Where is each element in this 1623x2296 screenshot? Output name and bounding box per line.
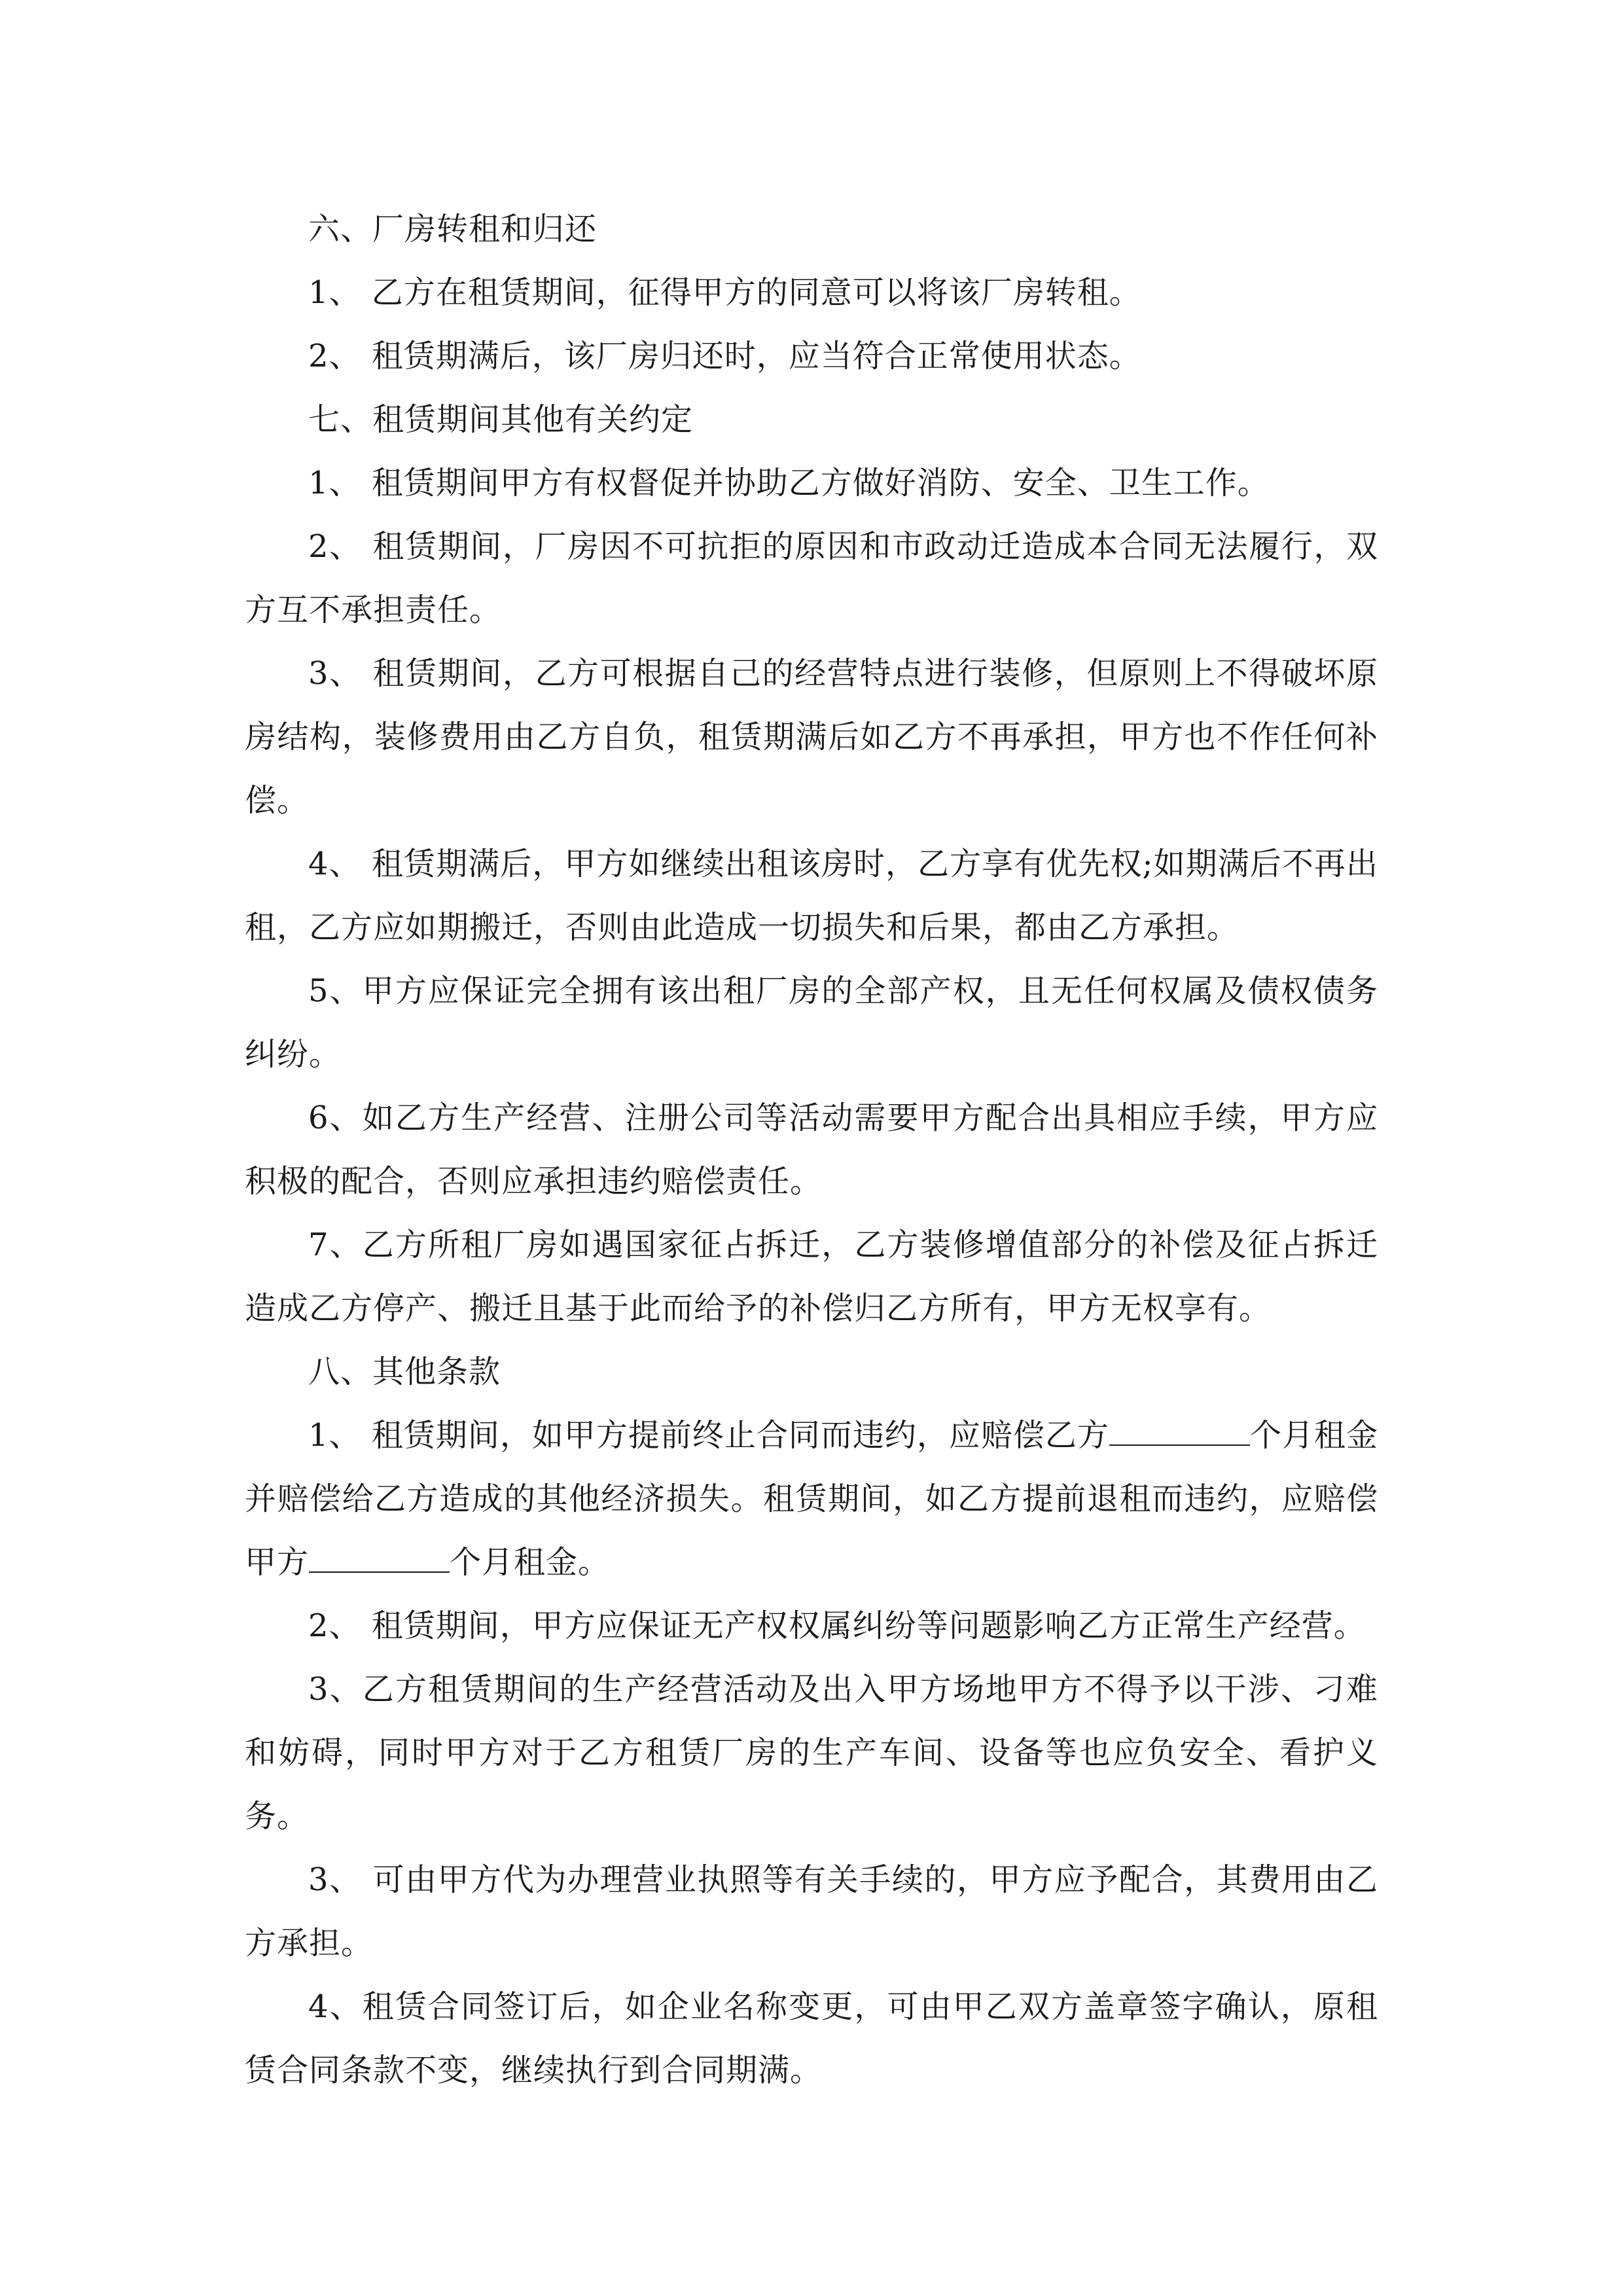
section-7-clause-7: 7、乙方所租厂房如遇国家征占拆迁，乙方装修增值部分的补偿及征占拆迁造成乙方停产、搬迁且基于此而给予的补偿归乙方所有，甲方无权享有。 [245,1227,1378,1327]
clause-text: 个月租金。 [450,1544,611,1581]
section-7-clause-6: 6、如乙方生产经营、注册公司等活动需要甲方配合出具相应手续，甲方应积极的配合，否则应承担违约赔偿责任。 [245,1100,1378,1200]
section-8-clause-1 [245,1404,1378,1594]
section-8-clause-3b: 3、 可由甲方代为办理营业执照等有关手续的，甲方应予配合，其费用由乙方承担。 [245,1861,1378,1962]
section-8-clause-2: 2、 租赁期间，甲方应保证无产权权属纠纷等问题影响乙方正常生产经营。 [308,1607,1366,1644]
clause-text: 个月租金并赔偿给乙方造成的其他经济损失。租赁期间，如乙方提前退租而违约，应赔偿甲方 [245,1417,1378,1581]
section-7-clause-2: 2、 租赁期间，厂房因不可抗拒的原因和市政动迁造成本合同无法履行，双方互不承担责任。 [245,528,1378,628]
section-8-clause-4: 4、租赁合同签订后，如企业名称变更，可由甲乙双方盖章签字确认，原租赁合同条款不变，继续执行到合同期满。 [245,1988,1378,2089]
document-body [245,198,1378,2102]
section-7-clause-4: 4、 租赁期满后，甲方如继续出租该房时，乙方享有优先权;如期满后不再出租，乙方应如期搬迁，否则由此造成一切损失和后果，都由乙方承担。 [245,846,1378,946]
section-6-clause-1: 1、 乙方在租赁期间，征得甲方的同意可以将该厂房转租。 [308,274,1141,311]
section-6-heading: 六、厂房转租和归还 [308,211,597,247]
fill-in-blank[interactable] [1109,1418,1250,1446]
section-8-clause-3: 3、乙方租赁期间的生产经营活动及出入甲方场地甲方不得予以干涉、刁难和妨碍，同时甲方对于乙方租赁厂房的生产车间、设备等也应负安全、看护义务。 [245,1671,1378,1835]
section-7-clause-3: 3、 租赁期间，乙方可根据自己的经营特点进行装修，但原则上不得破坏原房结构，装修费用由乙方自负，租赁期满后如乙方不再承担，甲方也不作任何补偿。 [245,655,1378,819]
clause-text: 1、 租赁期间，如甲方提前终止合同而违约，应赔偿乙方 [308,1417,1109,1454]
section-7-heading: 七、租赁期间其他有关约定 [308,401,694,438]
section-8-heading: 八、其他条款 [308,1354,501,1390]
fill-in-blank[interactable] [309,1545,450,1573]
section-7-clause-5: 5、甲方应保证完全拥有该出租厂房的全部产权，且无任何权属及债权债务纠纷。 [245,973,1378,1073]
section-7-clause-1: 1、 租赁期间甲方有权督促并协助乙方做好消防、安全、卫生工作。 [308,465,1270,501]
section-6-clause-2: 2、 租赁期满后，该厂房归还时，应当符合正常使用状态。 [308,338,1141,374]
